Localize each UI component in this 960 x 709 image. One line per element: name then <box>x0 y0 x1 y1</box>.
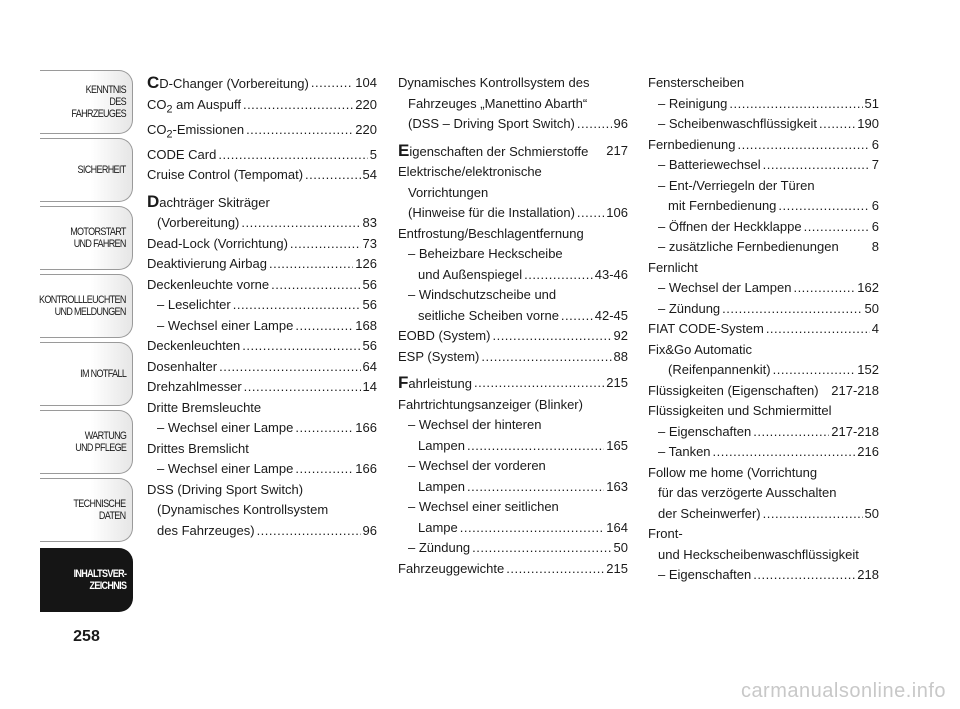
entry-page: 162 <box>857 280 879 295</box>
index-entry[interactable] <box>648 94 879 115</box>
index-column-2 <box>398 73 628 579</box>
index-entry-continued: Fahrzeuges „Manettino Abarth“ <box>408 95 588 111</box>
index-entry[interactable] <box>147 459 377 480</box>
index-column-3 <box>648 73 879 586</box>
index-entry[interactable] <box>398 559 628 580</box>
entry-page: 215 <box>606 375 628 390</box>
index-entry[interactable] <box>648 504 879 525</box>
entry-page: 50 <box>864 505 879 521</box>
entry-text: achträger Skiträger <box>159 194 270 210</box>
entry-text: – Zündung <box>658 300 721 316</box>
subscript: 2 <box>166 128 173 141</box>
tab-label: SICHERHEIT <box>77 164 126 176</box>
entry-page: 106 <box>606 205 628 220</box>
entry-text: Deckenleuchte vorne <box>147 276 270 292</box>
index-entry-continued: (Dynamisches Kontrollsystem <box>157 502 329 518</box>
entry-text: und Außenspiegel <box>418 266 523 282</box>
entry-text: – Zündung <box>408 540 471 555</box>
entry-page: 14 <box>362 379 377 395</box>
entry-text: Cruise Control (Tempomat) <box>147 167 304 183</box>
index-entry[interactable] <box>147 213 377 234</box>
index-entry[interactable] <box>147 316 377 337</box>
entry-text: D-Changer (Vorbereitung) <box>159 76 309 91</box>
entry-page: 6 <box>871 136 879 152</box>
entry-page: 92 <box>613 328 628 343</box>
index-entry[interactable] <box>147 234 377 255</box>
index-entry[interactable] <box>398 306 628 327</box>
index-entry: Dynamisches Kontrollsystem des <box>398 75 590 90</box>
index-entry[interactable] <box>648 299 879 320</box>
entry-page: 166 <box>355 420 377 436</box>
entry-page: 96 <box>613 116 628 131</box>
index-entry: Flüssigkeiten und Schmiermittel <box>648 403 832 418</box>
entry-page: 5 <box>369 146 377 162</box>
entry-text: Fahrzeuggewichte <box>398 560 505 576</box>
index-entry: – Ent-/Verriegeln der Türen <box>658 177 815 193</box>
index-entry[interactable] <box>147 120 377 145</box>
index-entry[interactable] <box>147 73 377 95</box>
index-entry[interactable] <box>648 217 879 238</box>
index-entry-continued: Vorrichtungen <box>408 184 489 200</box>
index-entry: Fahrtrichtungsanzeiger (Blinker) <box>398 396 583 412</box>
index-entry: DSS (Driving Sport Switch) <box>147 481 304 497</box>
entry-text: Dead-Lock (Vorrichtung) <box>147 235 288 251</box>
index-entry[interactable] <box>147 357 377 378</box>
index-entry[interactable] <box>147 275 377 296</box>
tab-label: INHALTSVER- ZEICHNIS <box>73 568 126 592</box>
entry-page: 220 <box>355 121 377 137</box>
entry-text: Drehzahlmesser <box>147 379 242 395</box>
entry-page: 6 <box>871 218 879 234</box>
index-entry[interactable] <box>398 538 628 559</box>
index-entry[interactable] <box>147 254 377 275</box>
index-entry: Follow me home (Vorrichtung <box>648 464 818 480</box>
entry-page: 54 <box>362 167 377 183</box>
entry-text: Deaktivierung Airbag <box>147 256 267 272</box>
entry-page: 220 <box>355 96 377 112</box>
entry-text: Flüssigkeiten (Eigenschaften) <box>648 382 819 398</box>
entry-page: 73 <box>362 235 377 251</box>
tab-label: TECHNISCHE DATEN <box>73 498 126 522</box>
index-entry: – Wechsel der hinteren <box>408 417 542 432</box>
entry-text: des Fahrzeuges) <box>157 522 255 538</box>
entry-text: CODE Card <box>147 146 217 162</box>
entry-page: 56 <box>362 297 377 313</box>
index-entry[interactable] <box>147 521 377 542</box>
index-entry: Drittes Bremslicht <box>147 440 249 456</box>
entry-text: (Vorbereitung) <box>157 215 240 231</box>
tab-kenntnis[interactable] <box>40 70 133 134</box>
index-entry: – Wechsel einer seitlichen <box>408 499 559 514</box>
tab-label: IM NOTFALL <box>79 368 126 380</box>
entry-page: 83 <box>362 215 377 231</box>
index-entry[interactable] <box>147 336 377 357</box>
index-entry: Elektrische/elektronische <box>398 164 542 179</box>
subscript: 2 <box>166 103 173 116</box>
entry-text: – Wechsel einer Lampe <box>157 461 294 477</box>
entry-page: 51 <box>864 95 879 111</box>
letter-initial: D <box>147 191 160 211</box>
entry-text: – Reinigung <box>658 95 728 111</box>
entry-text: – Öffnen der Heckklappe <box>658 218 802 234</box>
page-number: 258 <box>73 628 100 645</box>
index-entry[interactable] <box>648 422 879 443</box>
entry-page: 104 <box>355 75 377 90</box>
entry-page: 50 <box>864 300 879 316</box>
index-entry[interactable] <box>648 155 879 176</box>
index-entry[interactable] <box>147 95 377 120</box>
index-entry[interactable] <box>398 518 628 539</box>
tab-im-notfall[interactable] <box>40 342 133 406</box>
index-entry[interactable] <box>147 377 377 398</box>
entry-text: der Scheinwerfer) <box>658 505 761 521</box>
tab-label: KENNTNIS DES FAHRZEUGES <box>71 84 126 120</box>
index-entry[interactable] <box>147 418 377 439</box>
entry-page: 163 <box>606 478 628 494</box>
entry-text: (Hinweise für die Installation) <box>408 205 575 220</box>
index-entry[interactable] <box>648 135 879 156</box>
entry-page: 218 <box>857 567 879 582</box>
entry-page: 56 <box>362 338 377 354</box>
index-entry[interactable] <box>398 203 628 224</box>
entry-page: 216 <box>857 444 879 459</box>
entry-text: – Scheibenwaschflüssigkeit <box>658 116 817 131</box>
entry-page: 96 <box>362 522 377 538</box>
entry-page: 217-218 <box>831 423 879 439</box>
entry-text: Fernbedienung <box>648 136 736 152</box>
letter-initial: C <box>147 73 160 92</box>
index-entry[interactable] <box>648 360 879 381</box>
tab-inhaltsverzeichnis[interactable] <box>40 548 133 612</box>
entry-text: – Eigenschaften <box>658 423 752 439</box>
entry-text: CO <box>147 96 167 112</box>
index-entry[interactable] <box>648 278 879 299</box>
index-entry-continued: und Heckscheibenwaschflüssigkeit <box>658 546 859 562</box>
index-entry[interactable] <box>648 196 879 217</box>
entry-text: – Tanken <box>658 444 711 459</box>
entry-text: -Emissionen <box>172 121 245 137</box>
entry-page: 7 <box>871 157 879 172</box>
tab-wartung[interactable] <box>40 410 133 474</box>
entry-text: CO <box>147 121 167 137</box>
tab-kontrollleuchten[interactable] <box>40 274 133 338</box>
entry-text: ahrleistung <box>408 376 472 391</box>
entry-page: 50 <box>613 540 628 555</box>
entry-text: FIAT CODE-System <box>648 321 764 336</box>
entry-text: – zusätzliche Fernbedienungen <box>658 239 839 254</box>
index-entry: – Wechsel der vorderen <box>408 458 546 473</box>
index-entry: Dritte Bremsleuchte <box>147 399 262 415</box>
tab-motorstart[interactable] <box>40 206 133 270</box>
entry-page: 190 <box>857 116 879 131</box>
entry-page: 168 <box>355 317 377 333</box>
entry-page: 217-218 <box>831 382 879 398</box>
entry-text: Lampen <box>418 478 465 494</box>
index-entry[interactable] <box>398 114 628 135</box>
index-entry[interactable] <box>147 295 377 316</box>
entry-page: 166 <box>355 461 377 477</box>
watermark: carmanualsonline.info <box>740 680 946 702</box>
entry-text: – Wechsel einer Lampe <box>157 420 294 436</box>
index-entry[interactable] <box>398 265 628 286</box>
index-entry[interactable] <box>398 373 628 395</box>
index-entry[interactable] <box>648 442 879 463</box>
entry-text: – Wechsel der Lampen <box>658 280 792 295</box>
letter-initial: E <box>398 140 410 160</box>
entry-text: Lampen <box>418 437 465 453</box>
entry-page: 217 <box>606 142 628 158</box>
entry-page: 42-45 <box>594 307 628 323</box>
entry-text: seitliche Scheiben vorne <box>418 307 559 323</box>
index-entry[interactable] <box>147 165 377 186</box>
index-entry: Front- <box>648 526 683 541</box>
index-entry[interactable] <box>648 565 879 586</box>
index-entry[interactable] <box>398 436 628 457</box>
index-column-1 <box>147 73 377 541</box>
entry-text: EOBD (System) <box>398 328 491 343</box>
entry-page: 6 <box>871 198 879 213</box>
tab-label: MOTORSTART UND FAHREN <box>70 226 126 250</box>
index-entry[interactable] <box>398 141 628 163</box>
entry-text: (Reifenpannenkit) <box>668 362 771 377</box>
index-entry: Fensterscheiben <box>648 75 745 90</box>
entry-page: 56 <box>362 276 377 292</box>
index-entry[interactable] <box>648 114 879 135</box>
entry-text: – Batteriewechsel <box>658 157 761 172</box>
entry-page: 4 <box>871 321 879 336</box>
entry-page: 152 <box>857 362 879 377</box>
index-entry[interactable] <box>398 326 628 347</box>
index-entry[interactable] <box>398 347 628 368</box>
index-entry[interactable] <box>147 145 377 166</box>
index-entry: Entfrostung/Beschlagentfernung <box>398 225 584 241</box>
index-entry: Fix&Go Automatic <box>648 341 753 357</box>
entry-text: (DSS – Driving Sport Switch) <box>408 116 575 131</box>
index-entry: Fernlicht <box>648 259 698 275</box>
entry-text: Lampe <box>418 519 458 535</box>
entry-text: am Auspuff <box>172 96 241 112</box>
entry-text: – Wechsel einer Lampe <box>157 317 294 333</box>
index-entry-continued: für das verzögerte Ausschalten <box>658 485 837 500</box>
entry-page: 215 <box>606 560 628 576</box>
entry-page: 164 <box>606 519 628 535</box>
entry-text: – Eigenschaften <box>658 567 752 582</box>
index-entry: – Beheizbare Heckscheibe <box>408 246 563 261</box>
tab-label: KONTROLLLEUCHTEN UND MELDUNGEN <box>39 294 126 318</box>
entry-text: mit Fernbedienung <box>668 198 777 213</box>
entry-text: Dosenhalter <box>147 358 218 374</box>
entry-page: 126 <box>355 256 377 272</box>
entry-page: 64 <box>362 358 377 374</box>
entry-text: igenschaften der Schmierstoffe <box>409 143 589 159</box>
entry-text: Deckenleuchten <box>147 338 241 354</box>
index-entry[interactable] <box>648 237 879 258</box>
index-entry[interactable] <box>398 477 628 498</box>
tab-technische-daten[interactable] <box>40 478 133 542</box>
entry-page: 43-46 <box>594 266 628 282</box>
entry-page: 88 <box>613 348 628 364</box>
entry-page: 8 <box>871 239 879 254</box>
index-entry <box>147 192 377 214</box>
entry-text: – Leselichter <box>157 297 231 313</box>
letter-initial: F <box>398 373 409 392</box>
entry-text: ESP (System) <box>398 348 480 364</box>
tab-sicherheit[interactable] <box>40 138 133 202</box>
index-entry[interactable] <box>648 319 879 340</box>
entry-page: 165 <box>606 437 628 453</box>
index-entry[interactable] <box>648 381 879 402</box>
tab-label: WARTUNG UND PFLEGE <box>74 430 126 454</box>
index-entry: – Windschutzscheibe und <box>408 287 557 302</box>
